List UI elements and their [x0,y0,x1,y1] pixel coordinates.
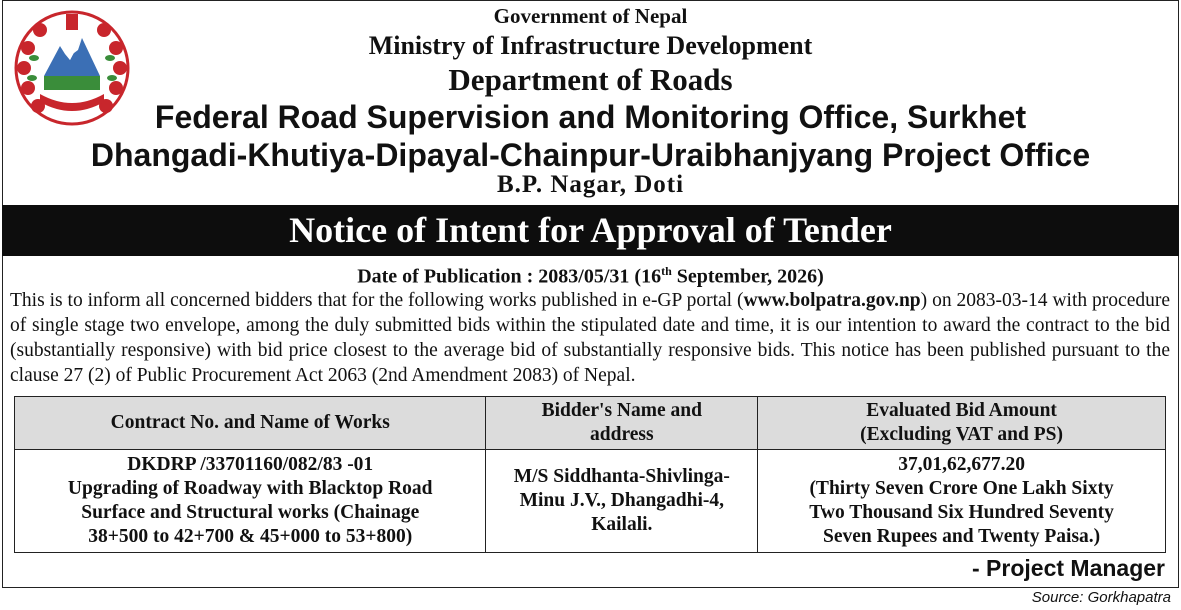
notice-title-banner: Notice of Intent for Approval of Tender [2,205,1179,256]
cell-amount: 37,01,62,677.20 (Thirty Seven Crore One Lakh Sixty Two Thousand Six Hundred Seventy Seven Rupees and Twenty Paisa.) [758,450,1166,553]
publication-date: Date of Publication : 2083/05/31 (16th September, 2026) [357,264,824,288]
notice-body: This is to inform all concerned bidders that for the following works published in e-GP portal (www.bolpatra.gov.np) on 2083-03-14 with procedure of single stage two envelope, among the duly submitted bids within the stipulated date and time, it is our intention to award the contract to the bid (substantially responsive) with bid price closest to the average bid of substantially responsive bids. This notice has been published pursuant to the clause 27 (2) of Public Procurement Act 2063 (2nd Amendment 2083) of Nepal. [10,290,1170,386]
cell-bidder: M/S Siddhanta-Shivlinga- Minu J.V., Dhangadhi-4, Kailali. [486,450,758,553]
header-location: B.P. Nagar, Doti [496,171,685,198]
signature-project-manager: - Project Manager [972,555,1165,581]
header-office: Federal Road Supervision and Monitoring Office, Surkhet [154,99,1027,135]
cell-contract: DKDRP /33701160/082/83 -01 Upgrading of Roadway with Blacktop Road Surface and Structural works (Chainage 38+500 to 42+700 & 45+000 to 53+800) [15,450,486,553]
header-ministry: Ministry of Infrastructure Development [368,31,813,60]
table-row [15,450,1166,553]
header-project-office: Dhangadi-Khutiya-Dipayal-Chainpur-Uraibhanjyang Project Office [90,137,1091,173]
portal-link: www.bolpatra.gov.np [743,290,921,311]
table-header-row [15,397,1166,450]
header-department: Department of Roads [448,62,733,97]
header-government: Government of Nepal [493,4,688,28]
header-bidder: Bidder's Name and address [486,397,758,450]
header-contract: Contract No. and Name of Works [15,397,486,450]
works-table [14,396,1166,553]
header-amount: Evaluated Bid Amount (Excluding VAT and PS) [758,397,1166,450]
source-credit: Source: Gorkhapatra [1031,589,1171,606]
